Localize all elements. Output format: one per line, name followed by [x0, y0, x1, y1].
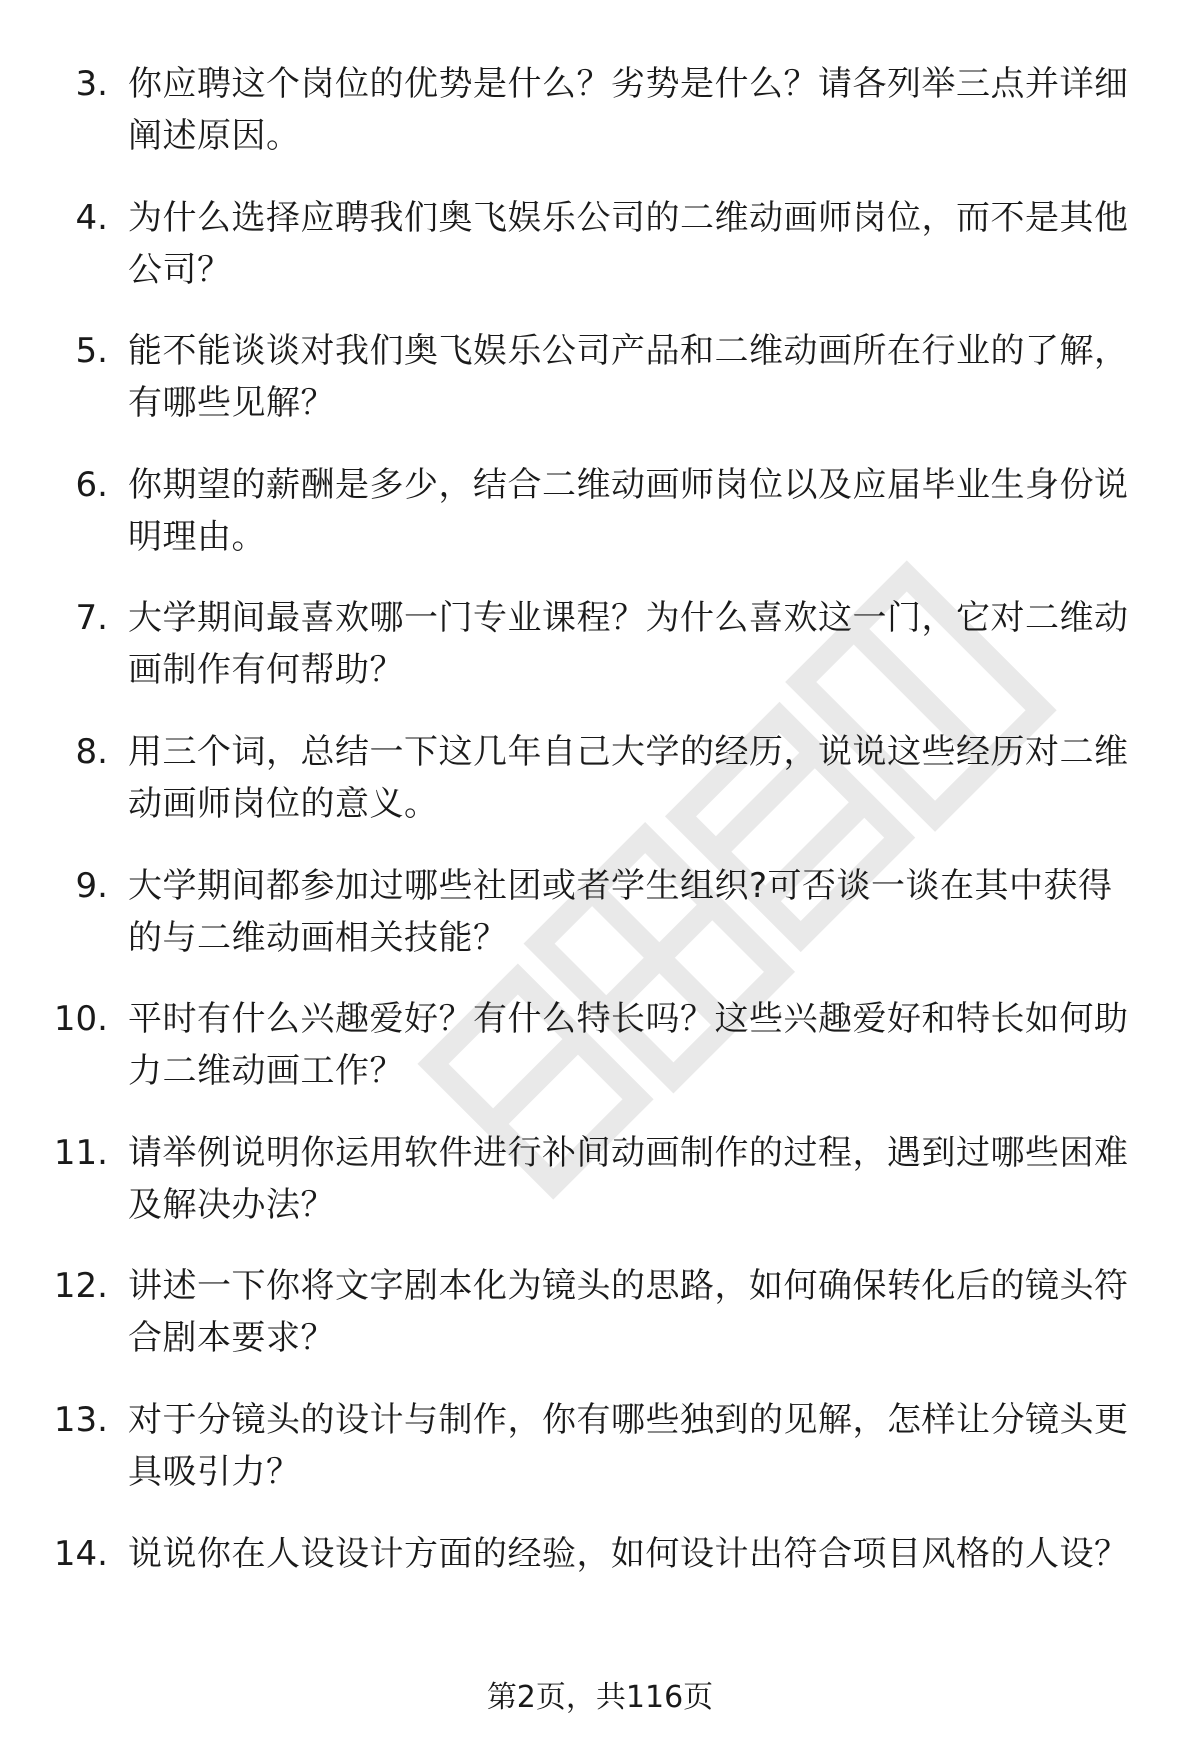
- question-text: 你应聘这个岗位的优势是什么？劣势是什么？请各列举三点并详细阐述原因。: [128, 64, 1129, 156]
- question-text: 能不能谈谈对我们奥飞娱乐公司产品和二维动画所在行业的了解，有哪些见解？: [128, 331, 1129, 424]
- question-item: [0, 1127, 1200, 1235]
- question-item: [0, 860, 1200, 968]
- question-number: 9.: [75, 865, 108, 906]
- question-number: 7.: [75, 598, 108, 639]
- question-item: [0, 993, 1200, 1101]
- question-item: [0, 325, 1200, 433]
- question-item: [0, 192, 1200, 300]
- question-text: 对于分镜头的设计与制作，你有哪些独到的见解，怎样让分镜头更具吸引力？: [128, 1399, 1129, 1492]
- question-item: [0, 1394, 1200, 1502]
- question-number: 4.: [75, 197, 108, 238]
- question-number: 3.: [75, 64, 108, 104]
- page-number-footer: 第2页，共116页: [486, 1680, 714, 1715]
- question-list: [0, 58, 1200, 1661]
- question-text: 用三个词，总结一下这几年自己大学的经历，说说这些经历对二维动画师岗位的意义。: [128, 731, 1129, 824]
- question-item: [0, 1528, 1200, 1636]
- question-item: [0, 726, 1200, 834]
- question-number: 6.: [75, 464, 108, 505]
- question-text: 请举例说明你运用软件进行补间动画制作的过程，遇到过哪些困难及解决办法？: [128, 1132, 1129, 1225]
- question-text: 讲述一下你将文字剧本化为镜头的思路，如何确保转化后的镜头符合剧本要求？: [128, 1266, 1129, 1359]
- question-number: 10.: [53, 999, 108, 1040]
- question-item: [0, 459, 1200, 567]
- question-number: 5.: [75, 331, 108, 372]
- question-text: 大学期间都参加过哪些社团或者学生组织?可否谈一谈在其中获得的与二维动画相关技能？: [128, 865, 1113, 958]
- question-item: [0, 592, 1200, 700]
- question-text: 平时有什么兴趣爱好？有什么特长吗？这些兴趣爱好和特长如何助力二维动画工作？: [128, 999, 1129, 1092]
- question-text: 为什么选择应聘我们奥飞娱乐公司的二维动画师岗位，而不是其他公司？: [128, 197, 1129, 290]
- question-text: 你期望的薪酬是多少，结合二维动画师岗位以及应届毕业生身份说明理由。: [128, 464, 1129, 557]
- question-text: 说说你在人设设计方面的经验，如何设计出符合项目风格的人设？: [128, 1533, 1129, 1574]
- question-item: [0, 58, 1200, 166]
- question-number: 11.: [53, 1132, 108, 1173]
- question-number: 8.: [75, 731, 108, 772]
- question-item: [0, 1260, 1200, 1368]
- question-number: 13.: [53, 1399, 108, 1440]
- question-number: 14.: [53, 1533, 108, 1574]
- question-text: 大学期间最喜欢哪一门专业课程？为什么喜欢这一门，它对二维动画制作有何帮助？: [128, 598, 1129, 691]
- question-number: 12.: [53, 1266, 108, 1307]
